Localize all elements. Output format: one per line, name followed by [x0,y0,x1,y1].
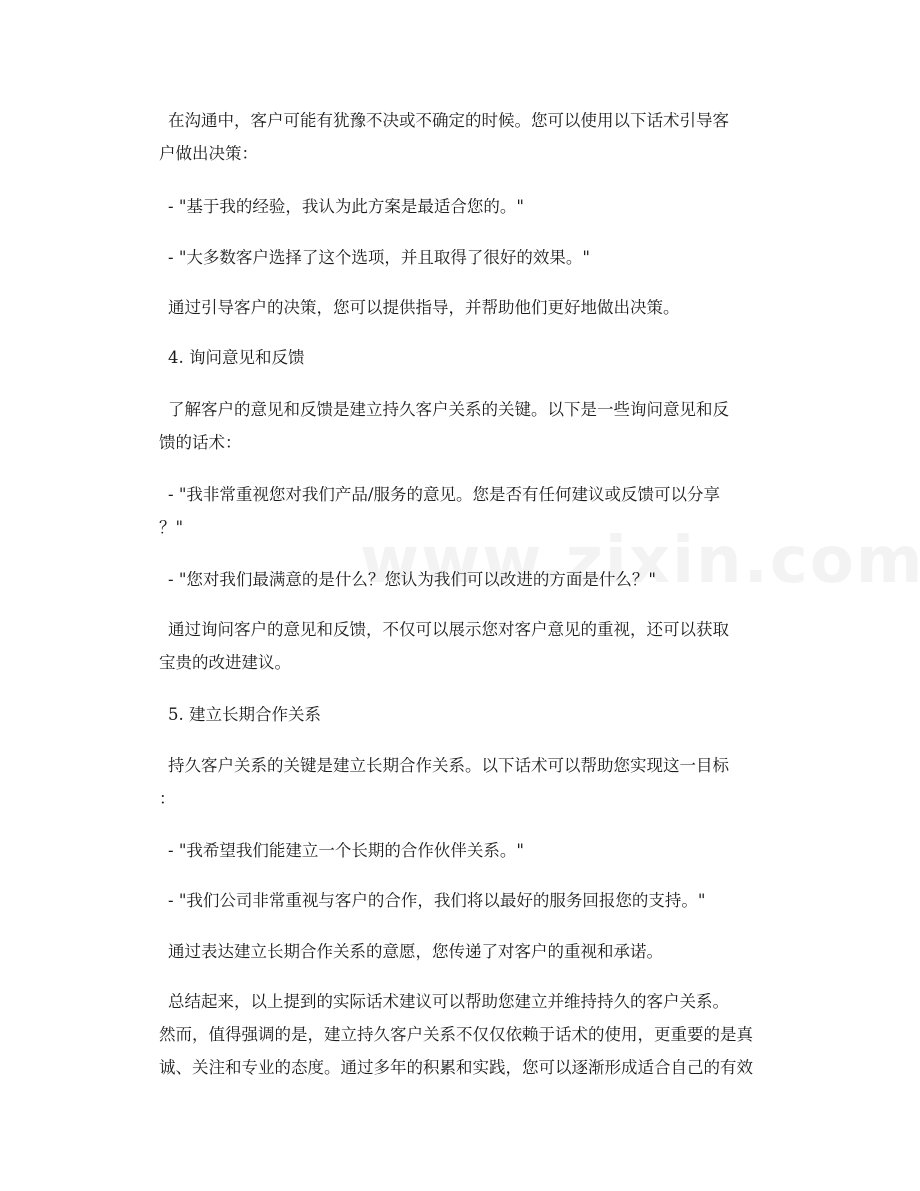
section-heading-5 [168,698,788,731]
text-line: 然而，值得强调的是，建立持久客户关系不仅仅依赖于话术的使用，更重要的是真 [159,1025,753,1044]
quote-item [159,478,788,544]
text-line: ？" [159,518,184,537]
text-line: 总结起来，以上提到的实际话术建议可以帮助您建立并维持持久的客户关系。 [168,992,729,1011]
text-line: 持久客户关系的关键是建立长期合作关系。以下话术可以帮助您实现这一目标 [168,756,729,775]
paragraph-partnership-summary [168,935,788,968]
text-line: 户做出决策： [159,144,258,163]
text-line: 宝贵的改进建议。 [159,653,291,672]
paragraph-feedback-intro [159,393,788,459]
text-line: 通过引导客户的决策，您可以提供指导，并帮助他们更好地做出决策。 [168,298,680,317]
text-line: 通过询问客户的意见和反馈，不仅可以展示您对客户意见的重视，还可以获取 [168,620,729,639]
text-line: 5. 建立长期合作关系 [168,705,321,724]
text-line: ： [159,789,176,808]
quote-item [168,241,788,274]
text-line: 馈的话术： [159,433,242,452]
paragraph-decision-intro [159,104,788,170]
paragraph-decision-summary [168,291,788,324]
quote-item [168,563,788,596]
paragraph-partnership-intro [159,749,788,815]
text-line: - "您对我们最满意的是什么？您认为我们可以改进的方面是什么？" [168,570,656,589]
quote-item [168,834,788,867]
quote-item [168,190,788,223]
section-heading-4 [168,341,788,374]
text-line: - "我希望我们能建立一个长期的合作伙伴关系。" [168,841,524,860]
text-line: 在沟通中，客户可能有犹豫不决或不确定的时候。您可以使用以下话术引导客 [168,111,729,130]
text-line: 4. 询问意见和反馈 [168,348,305,367]
quote-item [168,884,788,917]
paragraph-feedback-summary [159,613,788,679]
text-line: - "我非常重视您对我们产品/服务的意见。您是否有任何建议或反馈可以分享 [168,485,720,504]
paragraph-conclusion [159,985,788,1084]
text-line: 通过表达建立长期合作关系的意愿，您传递了对客户的重视和承诺。 [168,942,663,961]
text-line: 了解客户的意见和反馈是建立持久客户关系的关键。以下是一些询问意见和反 [168,400,729,419]
text-line: - "基于我的经验，我认为此方案是最适合您的。" [168,197,524,216]
text-line: 诚、关注和专业的态度。通过多年的积累和实践，您可以逐渐形成适合自己的有效 [159,1058,753,1077]
text-line: - "大多数客户选择了这个选项，并且取得了很好的效果。" [168,248,590,267]
text-line: - "我们公司非常重视与客户的合作，我们将以最好的服务回报您的支持。" [168,891,706,910]
